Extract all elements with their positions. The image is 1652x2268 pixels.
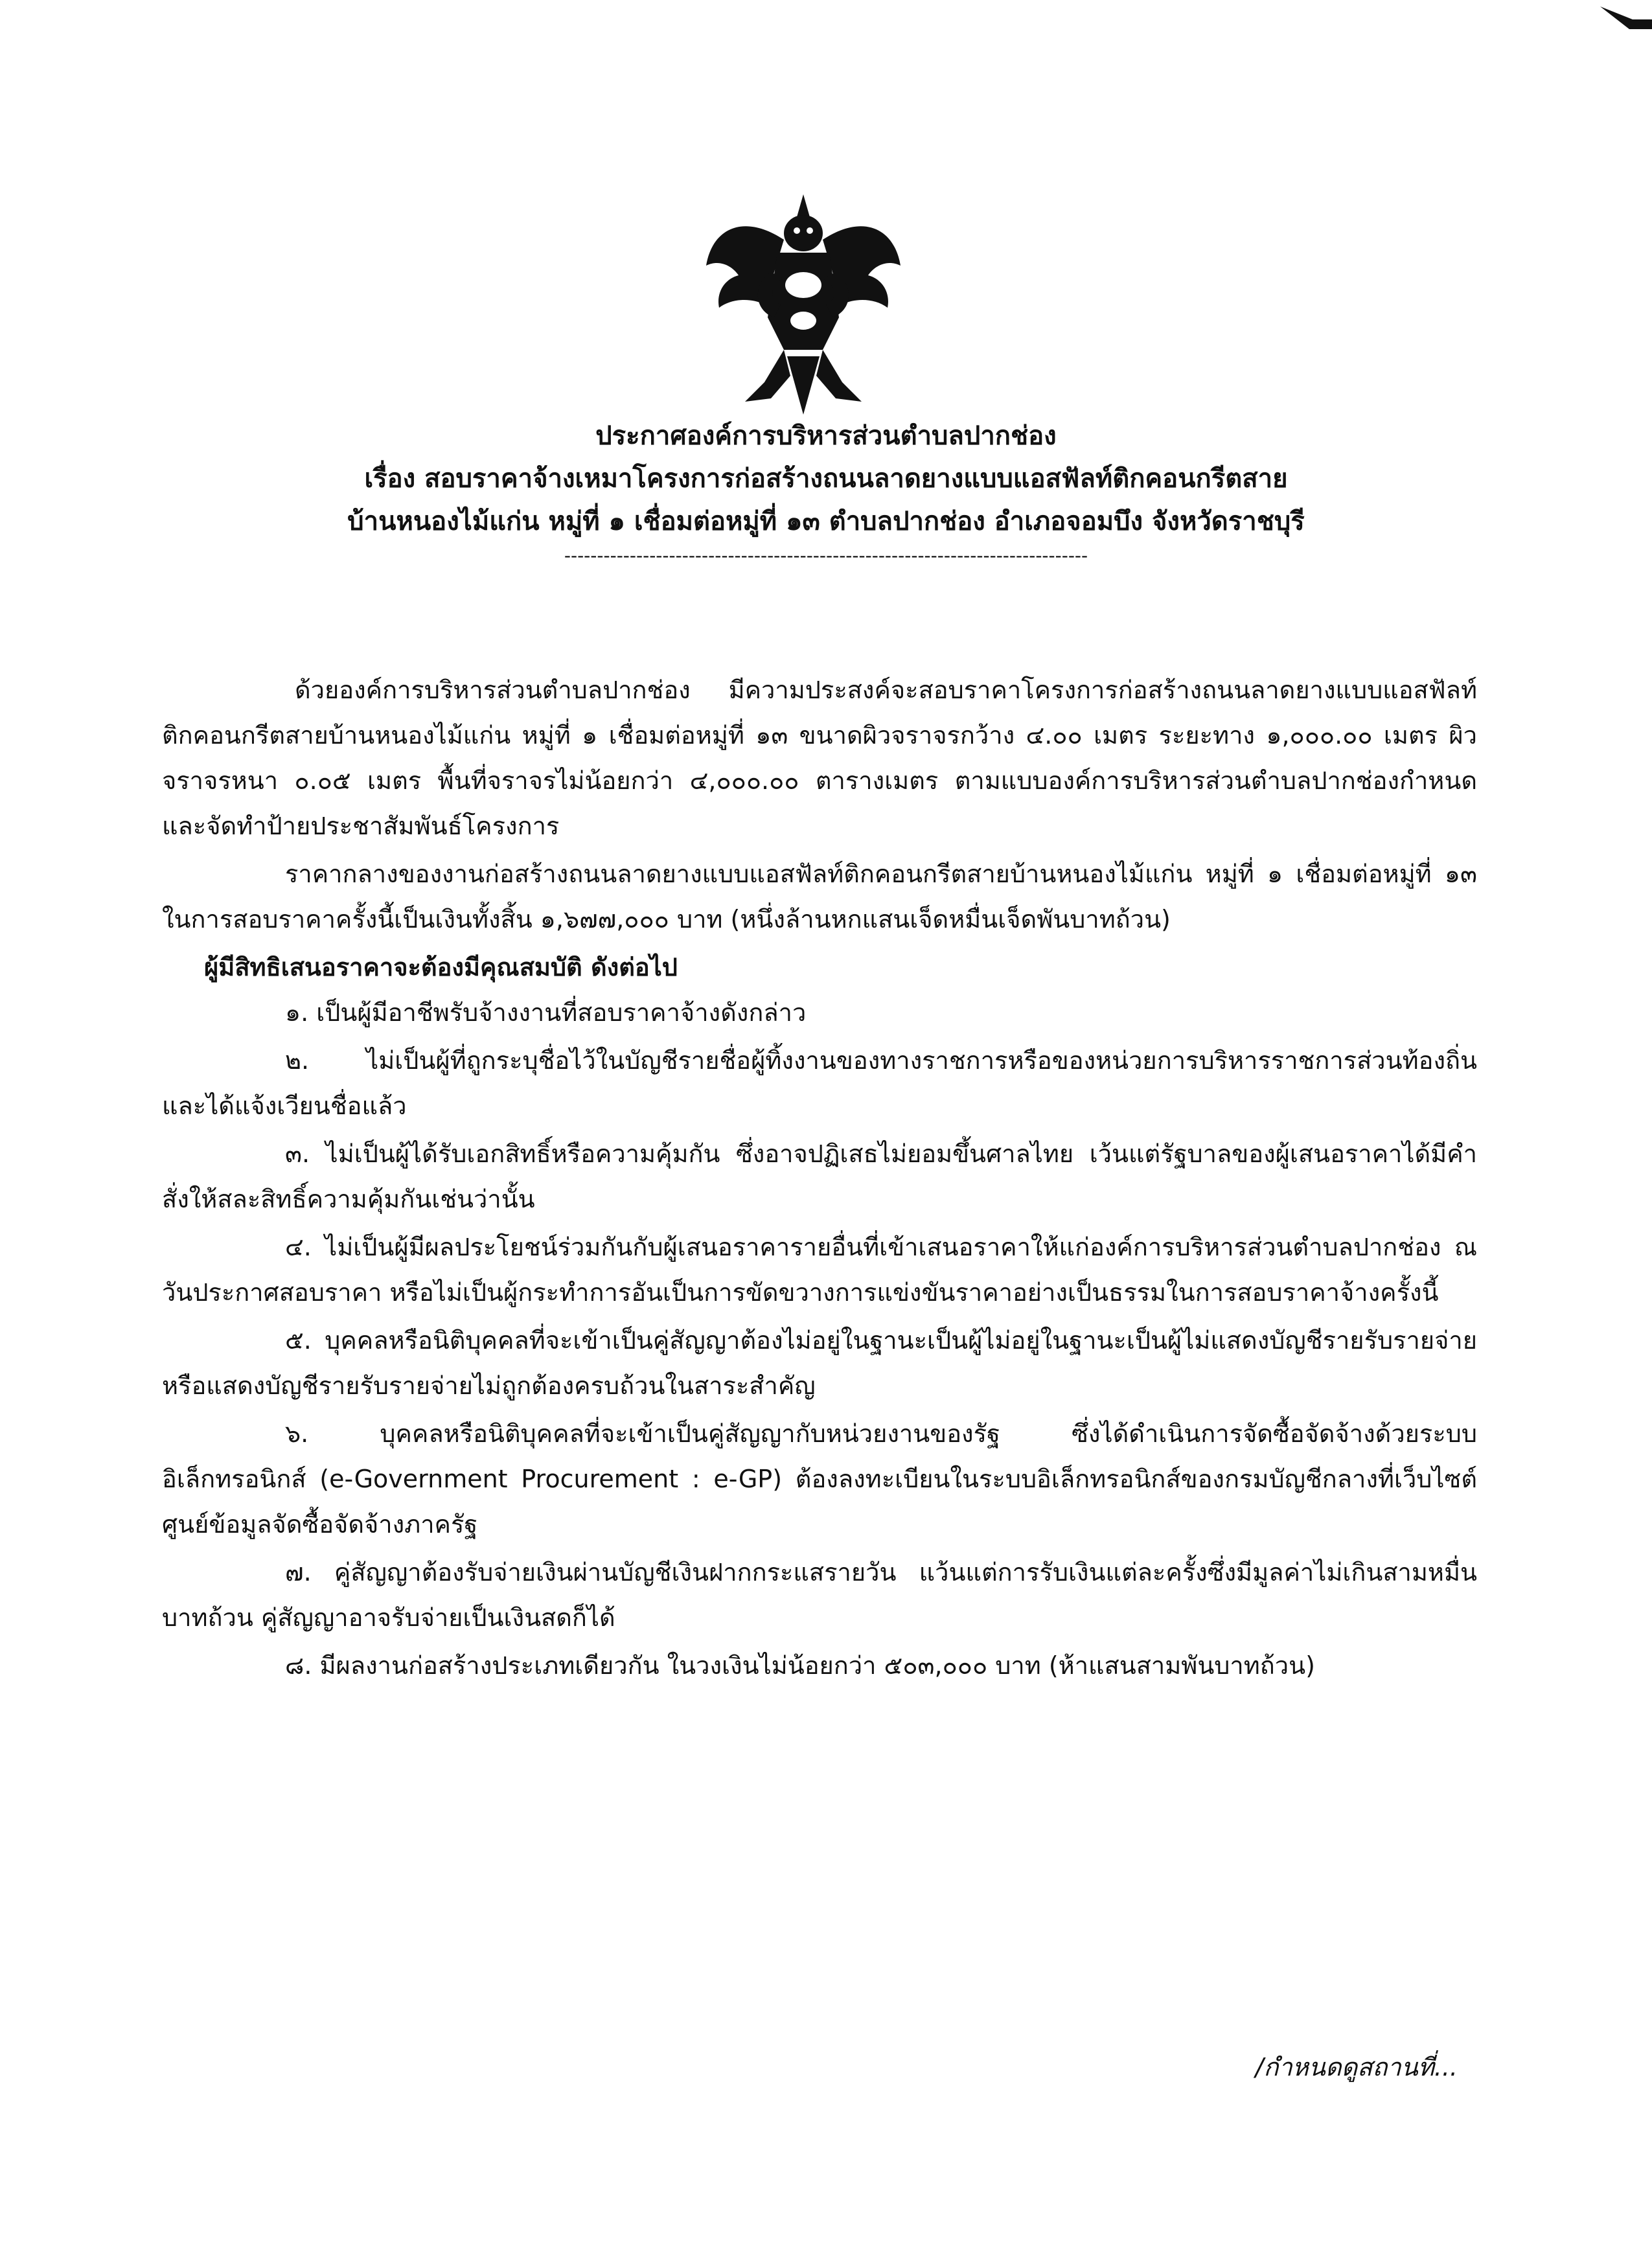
- subject-line: เรื่อง สอบราคาจ้างเหมาโครงการก่อสร้างถนนลาดยางแบบแอสฟัลท์ติกคอนกรีตสาย: [364, 464, 1288, 494]
- qualification-item: ๕. บุคคลหรือนิติบุคคลที่จะเข้าเป็นคู่สัญญาต้องไม่อยู่ในฐานะเป็นผู้ไม่อยู่ในฐานะเป็นผู้ไม่แสดงบัญชีรายรับรายจ่าย หรือแสดงบัญชีรายรับรายจ่ายไม่ถูกต้องครบถ้วนในสาระสำคัญ: [162, 1326, 1477, 1400]
- garuda-emblem-icon: [693, 188, 913, 421]
- corner-mark-icon: [1594, 0, 1652, 52]
- median-price-paragraph: ราคากลางของงานก่อสร้างถนนลาดยางแบบแอสฟัลท์ติกคอนกรีตสายบ้านหนองไม้แก่น หมู่ที่ ๑ เชื่อมต่อหมู่ที่ ๑๓ ในการสอบราคาครั้งนี้เป็นเงินทั้งสิ้น ๑,๖๗๗,๐๐๐ บาท (หนึ่งล้านหกแสนเจ็ดหมื่นเจ็ดพันบาทถ้วน): [162, 860, 1477, 934]
- intro-paragraph: ด้วยองค์การบริหารส่วนตำบลปากช่อง มีความประสงค์จะสอบราคาโครงการก่อสร้างถนนลาดยางแบบแอสฟัลท์ติกคอนกรีตสายบ้านหนองไม้แก่น หมู่ที่ ๑ เชื่อมต่อหมู่ที่ ๑๓ ขนาดผิวจราจรกว้าง ๔.๐๐ เมตร ระยะทาง ๑,๐๐๐.๐๐ เมตร ผิวจราจรหนา ๐.๐๕ เมตร พื้นที่จราจรไม่น้อยกว่า ๔,๐๐๐.๐๐ ตารางเมตร ตามแบบองค์การบริหารส่วนตำบลปากช่องกำหนด และจัดทำป้ายประชาสัมพันธ์โครงการ: [162, 676, 1477, 840]
- announcement-body: [162, 667, 1477, 1688]
- continuation-note: /กำหนดดูสถานที่...: [1255, 2053, 1458, 2081]
- qualification-item: ๘. มีผลงานก่อสร้างประเภทเดียวกัน ในวงเงินไม่น้อยกว่า ๕๐๓,๐๐๐ บาท (ห้าแสนสามพันบาทถ้วน): [285, 1651, 1315, 1680]
- title-block: [194, 415, 1458, 569]
- qualification-heading: ผู้มีสิทธิเสนอราคาจะต้องมีคุณสมบัติ ดังต่อไป: [204, 953, 678, 981]
- qualification-item: ๓. ไม่เป็นผู้ได้รับเอกสิทธิ์หรือความคุ้มกัน ซึ่งอาจปฏิเสธไม่ยอมขึ้นศาลไทย เว้นแต่รัฐบาลของผู้เสนอราคาได้มีคำสั่งให้สละสิทธิ์ความคุ้มกันเช่นว่านั้น: [162, 1140, 1477, 1213]
- qualification-item: ๑. เป็นผู้มีอาชีพรับจ้างงานที่สอบราคาจ้างดังกล่าว: [285, 998, 807, 1027]
- qualification-item: ๗. คู่สัญญาต้องรับจ่ายเงินผ่านบัญชีเงินฝากกระแสรายวัน แว้นแต่การรับเงินแต่ละครั้งซึ่งมีมูลค่าไม่เกินสามหมื่นบาทถ้วน คู่สัญญาอาจรับจ่ายเป็นเงินสดก็ได้: [162, 1558, 1477, 1632]
- announcement-title: ประกาศองค์การบริหารส่วนตำบลปากช่อง: [595, 421, 1057, 451]
- separator-line: --------------------------------------------------------------------------------: [564, 545, 1088, 566]
- subject-line-location: บ้านหนองไม้แก่น หมู่ที่ ๑ เชื่อมต่อหมู่ที่ ๑๓ ตำบลปากช่อง อำเภอจอมบึง จังหวัดราชบุรี: [347, 507, 1305, 536]
- qualification-item: ๖. บุคคลหรือนิติบุคคลที่จะเข้าเป็นคู่สัญญากับหน่วยงานของรัฐ ซึ่งได้ดำเนินการจัดซื้อจัดจ้างด้วยระบบอิเล็กทรอนิกส์ (e-Government Procurement : e-GP) ต้องลงทะเบียนในระบบอิเล็กทรอนิกส์ของกรมบัญชีกลางที่เว็บไซต์ศูนย์ข้อมูลจัดซื้อจัดจ้างภาครัฐ: [162, 1419, 1477, 1539]
- qualification-item: ๒. ไม่เป็นผู้ที่ถูกระบุชื่อไว้ในบัญชีรายชื่อผู้ทิ้งงานของทางราชการหรือของหน่วยการบริหารราชการส่วนท้องถิ่น และได้แจ้งเวียนชื่อแล้ว: [162, 1046, 1477, 1120]
- qualification-item: ๔. ไม่เป็นผู้มีผลประโยชน์ร่วมกันกับผู้เสนอราคารายอื่นที่เข้าเสนอราคาให้แก่องค์การบริหารส่วนตำบลปากช่อง ณ วันประกาศสอบราคา หรือไม่เป็นผู้กระทำการอันเป็นการขัดขวางการแข่งขันราคาอย่างเป็นธรรมในการสอบราคาจ้างครั้งนี้: [162, 1233, 1477, 1307]
